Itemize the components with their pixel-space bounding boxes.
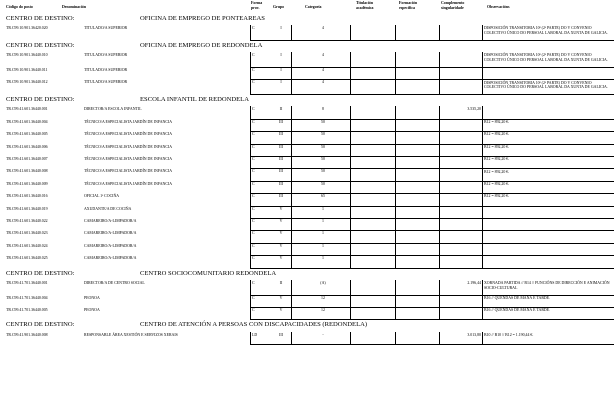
denomination: DIRECTOR/A DE CENTRO SOCIAL [84, 280, 145, 285]
section-label: CENTRO DE DESTINO: [6, 15, 75, 22]
column-rule [482, 106, 483, 267]
position-code: TR.C99.41.601.36440.005 [6, 132, 48, 137]
forma-prov: C [252, 107, 255, 112]
denomination: AXUDANTE/A DE COCIÑA [84, 206, 132, 211]
grupo: III [279, 181, 283, 186]
forma-prov: C [252, 157, 255, 161]
forma-prov: C [252, 256, 255, 261]
observacions: XORNADA PARTIDA // B14 // FUNCIÓNS DE DIRECCIÓN E ANIMACIÓN SOCIO-CULTURAL [484, 281, 610, 290]
row-rule [250, 230, 614, 231]
position-code: TR.C99.41.601.36440.009 [6, 181, 48, 186]
categoria: 1 [322, 219, 324, 223]
section-label: CENTRO DE DESTINO: [6, 321, 75, 329]
column-rule [291, 52, 292, 94]
forma-prov: C [252, 26, 255, 31]
column-rule [439, 52, 440, 94]
categoria: 12 [321, 308, 325, 312]
categoria: 4 [322, 68, 324, 72]
denomination: TITULADO/A SUPERIOR [84, 80, 128, 85]
position-code: TR.C99.41.601.36440.019 [6, 206, 48, 211]
row-rule [250, 255, 614, 256]
column-rule [439, 332, 440, 344]
position-code: TR.C99.41.601.36440.022 [6, 219, 48, 223]
forma-prov: C [252, 219, 255, 223]
column-rule [482, 332, 483, 344]
forma-prov: C [252, 243, 255, 248]
header-observacions: Observacións [487, 5, 510, 9]
categoria: 50 [321, 169, 325, 174]
column-rule [395, 332, 396, 344]
categoria: 4 [322, 53, 324, 58]
header-forma: Forma prov. [251, 1, 263, 10]
column-rule [350, 25, 351, 40]
position-code: TR.C99.41.701.36440.005 [6, 308, 48, 312]
denomination: OFICIAL 1ª COCIÑA [84, 194, 120, 199]
forma-prov: C [252, 308, 255, 312]
position-code: TR.C99.41.601.36440.025 [6, 256, 48, 261]
column-rule [250, 332, 251, 344]
grupo: V [279, 243, 283, 248]
categoria: 50 [321, 144, 325, 149]
column-rule [395, 52, 396, 94]
position-code: TR.C99.41.601.36440.006 [6, 144, 48, 149]
row-rule [250, 218, 614, 219]
grupo: V [279, 231, 283, 236]
header-titulacion: Titulación académica [356, 1, 374, 10]
position-code: TR.C99.41.701.36440.001 [6, 280, 48, 285]
categoria: - [322, 332, 324, 337]
denomination: CAMAREIRO/A-LIMPADOR/A [84, 219, 137, 223]
position-code: TR.C99.10.901.36440.011 [6, 68, 48, 72]
grupo: I [280, 26, 282, 31]
observacions: B12 = 892,20 €. [484, 157, 510, 162]
column-rule [439, 25, 440, 40]
row-rule [250, 67, 614, 68]
denomination: TÉCNICO/A ESPECIALISTA JARDÍN DE INFANCIA [84, 132, 173, 137]
column-rule [250, 52, 251, 94]
column-rule [350, 280, 351, 320]
position-code: TR.C99.10.901.36440.010 [6, 53, 48, 58]
categoria: 50 [321, 119, 325, 124]
categoria: 4 [322, 80, 324, 85]
observacions: DISPOSICIÓN TRANSITORIA 10ª (2ª PARTE) DO V CONVENIO COLECTIVO ÚNICO DO PERSOAL LABORAL DA XUNTA DE GALICIA. [484, 80, 608, 90]
observacions: B10 // B10 // B12 = 1.190,44 €. [484, 332, 534, 337]
column-rule [350, 106, 351, 267]
header-formacion: Formación específica [399, 1, 418, 10]
grupo: II [279, 280, 283, 285]
column-rule [482, 52, 483, 94]
observacions: DISPOSICIÓN TRANSITORIA 10ª (2ª PARTE) DO V CONVENIO COLECTIVO ÚNICO DO PERSOAL LABORAL DA XUNTA DE GALICIA. [484, 53, 608, 62]
observacions: B12 = 892,20 €. [484, 182, 510, 186]
categoria: 50 [321, 157, 325, 161]
position-code: TR.C99.10.901.36420.020 [6, 26, 48, 31]
row-rule [250, 206, 614, 207]
observacions: DISPOSICIÓN TRANSITORIA 10ª (2ª PARTE) DO V CONVENIO COLECTIVO ÚNICO DO PERSOAL LABORAL DA XUNTA DE GALICIA. [484, 26, 608, 35]
column-rule [482, 25, 483, 40]
categoria: 12 [321, 295, 325, 300]
categoria: 1 [322, 256, 324, 261]
grupo: V [279, 308, 283, 312]
observacions: B12 = 892,20 €. [484, 144, 510, 149]
position-code: TR.C99.41.901.36440.008 [6, 332, 48, 337]
denomination: CAMAREIRO/A-LIMPADOR/A [84, 243, 137, 248]
denomination: TÉCNICO/A ESPECIALISTA JARDÍN DE INFANCIA [84, 119, 173, 124]
denomination: CAMAREIRO/A-LIMPADOR/A [84, 231, 137, 236]
forma-prov: C [252, 169, 255, 174]
denomination: TÉCNICO/A ESPECIALISTA JARDÍN DE INFANCIA [84, 157, 173, 161]
forma-prov: C [252, 280, 255, 285]
column-rule [482, 280, 483, 320]
denomination: TITULADO/A SUPERIOR [84, 26, 128, 31]
column-rule [439, 280, 440, 320]
section-label: CENTRO DE DESTINO: [6, 269, 75, 277]
grupo: III [279, 144, 283, 149]
position-code: TR.C99.41.601.36440.001 [6, 107, 48, 112]
forma-prov: C [252, 68, 255, 72]
grupo: III [279, 119, 283, 124]
section-name: OFICINA DE EMPREGO DE REDONDELA [140, 42, 263, 49]
row-rule [250, 268, 614, 269]
row-rule [250, 94, 614, 95]
denomination: RESPONSABLE ÁREA XESTIÓN E SERVIZOS XERAIS [84, 332, 178, 337]
position-code: TR.C99.41.601.36440.024 [6, 243, 48, 248]
grupo: I [280, 80, 282, 85]
forma-prov: C [252, 295, 255, 300]
column-rule [350, 52, 351, 94]
denomination: TITULADO/A SUPERIOR [84, 68, 128, 72]
grupo: I [280, 68, 282, 72]
column-rule [395, 25, 396, 40]
section-name: CENTRO SOCIOCOMUNITARIO REDONDELA [140, 269, 277, 277]
grupo: III [279, 332, 283, 337]
row-rule [250, 40, 614, 41]
column-rule [250, 25, 251, 40]
grupo: III [279, 157, 283, 161]
section-name: CENTRO DE ATENCIÓN A PERSOAS CON DISCAPACIDADES (REDONDELA) [140, 321, 368, 329]
row-rule [250, 344, 614, 345]
position-code: TR.C99.41.601.36440.016 [6, 194, 48, 199]
column-rule [350, 332, 351, 344]
forma-prov: C [252, 132, 255, 137]
denomination: TITULADO/A SUPERIOR [84, 53, 128, 58]
forma-prov: C [252, 231, 255, 236]
denomination: CAMAREIRO/A-LIMPADOR/A [84, 256, 137, 261]
observacions: B16 // QUENDAS DE MAÑÁ E TARDE. [484, 295, 551, 300]
observacions: B16 // QUENDAS DE MAÑÁ E TARDE. [484, 308, 551, 313]
section-name: ESCOLA INFANTIL DE REDONDELA [140, 96, 249, 104]
header-complemento: Complemento singularidade [441, 1, 465, 10]
column-rule [250, 280, 251, 320]
denomination: PEONOA [84, 295, 100, 300]
forma-prov: C [252, 194, 255, 199]
header-codigo: Código do posto [6, 5, 33, 9]
header-denominacion: Denominación [62, 5, 86, 9]
forma-prov: C [252, 119, 255, 124]
grupo: III [279, 132, 283, 137]
forma-prov: C [252, 206, 255, 211]
forma-prov: C [252, 80, 255, 85]
position-code: TR.C99.41.701.36440.004 [6, 295, 48, 300]
categoria: 50 [321, 181, 325, 186]
categoria: 4 [322, 26, 324, 31]
categoria: 8 [322, 107, 324, 112]
forma-prov: LD [252, 332, 258, 337]
column-rule [291, 106, 292, 267]
grupo: II [279, 107, 283, 112]
grupo: III [279, 194, 283, 199]
observacions: B12 = 892,20 €. [484, 169, 510, 174]
column-rule [291, 25, 292, 40]
denomination: PEONOA [84, 308, 100, 312]
column-rule [395, 280, 396, 320]
section-label: CENTRO DE DESTINO: [6, 42, 75, 49]
categoria: 1 [322, 243, 324, 248]
categoria: 1 [322, 206, 324, 211]
header-categoria: Categoría [305, 5, 322, 9]
grupo: V [279, 219, 283, 223]
position-code: TR.C99.10.901.36440.012 [6, 80, 48, 85]
position-code: TR.C99.41.601.36440.004 [6, 119, 48, 124]
section-name: OFICINA DE EMPREGO DE PONTEAREAS [140, 15, 265, 22]
column-rule [250, 106, 251, 267]
grupo: I [280, 53, 282, 58]
forma-prov: C [252, 181, 255, 186]
column-rule [395, 106, 396, 267]
denomination: DIRECTOR/A ESCOLA INFANTIL [84, 107, 142, 112]
forma-prov: C [252, 144, 255, 149]
denomination: TÉCNICO/A ESPECIALISTA JARDÍN DE INFANCIA [84, 181, 173, 186]
grupo: V [279, 206, 283, 211]
forma-prov: C [252, 53, 255, 58]
header-grupo: Grupo [273, 5, 285, 9]
row-rule [250, 243, 614, 244]
categoria: (A) [320, 280, 326, 285]
observacions: B12 = 892,20 €. [484, 194, 510, 199]
column-rule [439, 106, 440, 267]
observacions: B12 = 892,20 €. [484, 132, 510, 137]
complemento: 3.013,80 [467, 332, 481, 337]
denomination: TÉCNICO/A ESPECIALISTA JARDÍN DE INFANCIA [84, 169, 173, 174]
complemento: 2.196,44 [467, 280, 481, 285]
observacions: B12 = 892,20 €. [484, 120, 510, 124]
column-rule [291, 280, 292, 320]
categoria: 65 [321, 194, 325, 199]
position-code: TR.C99.41.601.36440.023 [6, 231, 48, 236]
categoria: 50 [321, 132, 325, 137]
denomination: TÉCNICO/A ESPECIALISTA JARDÍN DE INFANCIA [84, 144, 173, 149]
grupo: V [279, 256, 283, 261]
column-rule [291, 332, 292, 344]
categoria: 1 [322, 231, 324, 236]
complemento: 3.535,20 [467, 107, 481, 112]
section-label: CENTRO DE DESTINO: [6, 96, 75, 104]
position-code: TR.C99.41.601.36440.007 [6, 157, 48, 161]
grupo: III [279, 169, 283, 174]
position-code: TR.C99.41.601.36440.008 [6, 169, 48, 174]
grupo: V [279, 295, 283, 300]
